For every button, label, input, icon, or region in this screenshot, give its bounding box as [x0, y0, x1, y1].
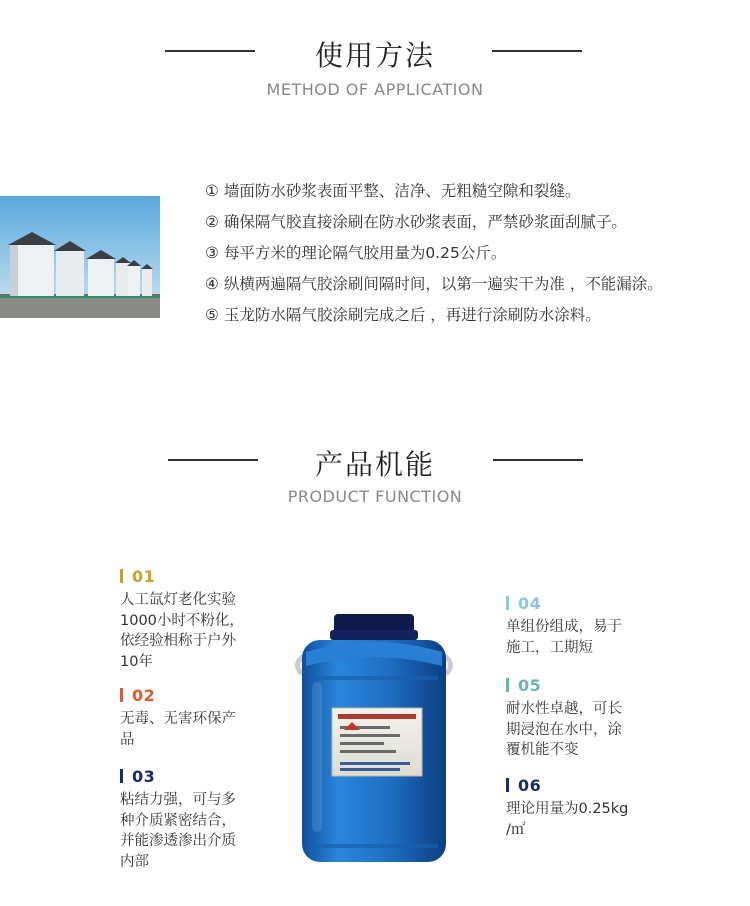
feature-number: 04 — [518, 593, 542, 613]
feature-number: 02 — [132, 685, 156, 705]
method-step: ④ 纵横两遍隔气胶涂刷间隔时间，以第一遍实干为准 ，不能漏涂。 — [205, 275, 663, 293]
feature-item-03 — [120, 767, 260, 872]
feature-text-line: 粘结力强，可与多 — [120, 792, 236, 808]
feature-item-04 — [506, 594, 656, 658]
feature-number: 01 — [132, 566, 156, 586]
function-subtitle: PRODUCT FUNCTION — [287, 487, 463, 506]
feature-item-02 — [120, 686, 260, 750]
product-bucket-image — [288, 612, 460, 868]
feature-text — [506, 617, 656, 658]
method-title: 使用方法 — [314, 39, 435, 72]
feature-item-01 — [120, 567, 260, 672]
feature-text-line: 内部 — [120, 853, 149, 870]
feature-text-line: 单组份组成，易于 — [506, 619, 622, 635]
feature-text-line: 10年 — [120, 653, 153, 670]
feature-text-line: 品 — [120, 731, 135, 748]
function-title: 产品机能 — [314, 448, 435, 481]
feature-marker — [506, 778, 509, 792]
method-step: ① 墙面防水砂浆表面平整、洁净、无粗糙空隙和裂缝。 — [205, 182, 581, 200]
feature-marker — [506, 596, 509, 610]
feature-marker — [120, 688, 123, 702]
feature-text-line: 种介质紧密结合， — [120, 812, 236, 829]
feature-text-line: 施工，工期短 — [506, 639, 593, 656]
feature-text-line: /㎡ — [506, 821, 526, 838]
feature-item-06 — [506, 776, 656, 840]
feature-number: 05 — [518, 675, 542, 695]
method-steps — [205, 176, 663, 331]
feature-text-line: 依经验相称于户外 — [120, 633, 236, 649]
feature-number: 03 — [132, 766, 156, 786]
method-step: ③ 每平方米的理论隔气胶用量为0.25公斤。 — [205, 244, 507, 262]
feature-text-line: 并能渗透渗出介质 — [120, 833, 236, 849]
method-step: ② 确保隔气胶直接涂刷在防水砂浆表面，严禁砂浆面刮腻子。 — [205, 213, 627, 231]
method-step: ⑤ 玉龙防水隔气胶涂刷完成之后 ，再进行涂刷防水涂料。 — [205, 306, 601, 324]
feature-text — [120, 709, 260, 750]
feature-text-line: 耐水性卓越，可长 — [506, 701, 622, 717]
feature-text-line: 人工氙灯老化实验 — [120, 592, 236, 608]
feature-text — [120, 790, 260, 872]
method-subtitle: METHOD OF APPLICATION — [266, 80, 484, 99]
silo-photo — [0, 196, 160, 318]
feature-marker — [506, 678, 509, 692]
feature-number: 06 — [518, 775, 542, 795]
feature-text — [506, 799, 656, 840]
feature-marker — [120, 769, 123, 783]
feature-text-line: 无毒、无害环保产 — [120, 711, 236, 727]
feature-item-05 — [506, 676, 656, 761]
feature-text-line: 覆机能不变 — [506, 742, 579, 758]
feature-text — [506, 699, 656, 761]
feature-text-line: 期浸泡在水中，涂 — [506, 721, 622, 738]
feature-text-line: 1000小时不粉化， — [120, 612, 244, 629]
feature-text — [120, 590, 260, 672]
feature-text-line: 理论用量为0.25kg — [506, 801, 629, 817]
feature-marker — [120, 569, 123, 583]
